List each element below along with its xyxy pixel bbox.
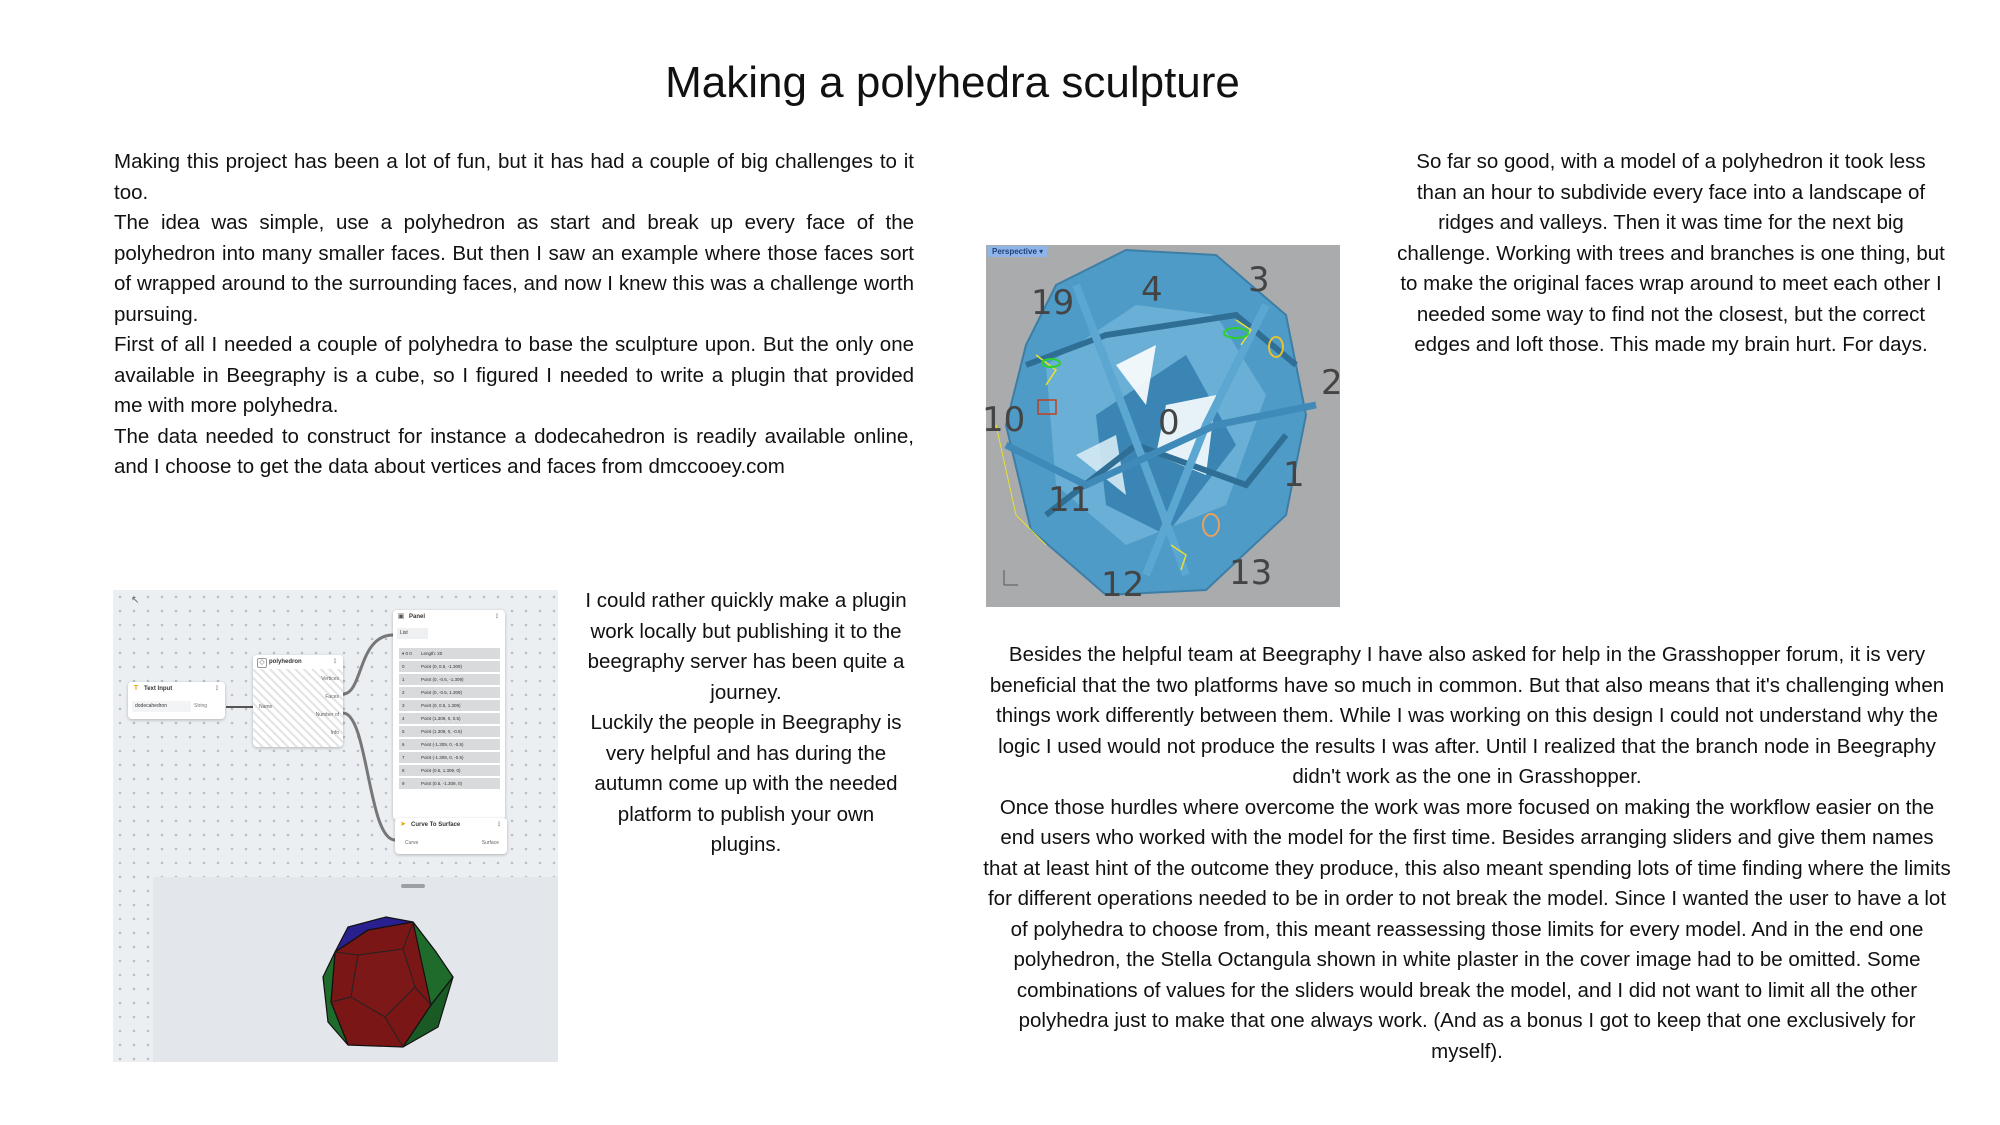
- panel-row: 4 Point (1.309, 0, 0.5): [399, 713, 500, 724]
- more-icon[interactable]: ⋮: [332, 659, 338, 665]
- panel-row: ▾ 0 0 Length: 20: [399, 648, 500, 659]
- polyhedron-render: [982, 245, 1343, 607]
- panel-row: 6 Point (-1.309, 0, -0.5): [399, 739, 500, 750]
- curve-icon: ➤: [400, 821, 406, 828]
- cursor-icon: ↖: [131, 595, 140, 606]
- polyhedron-node[interactable]: [253, 655, 343, 747]
- panel-list-header: List: [397, 628, 428, 639]
- forum-paragraph: Besides the helpful team at Beegraphy I have also asked for help in the Grasshopper forum, it is very beneficial that the two platforms have so much in common. But that also means that it's challenging when things work differently between them. While I was working on this design I could not understand why the logic I used would not produce the results I was after. Until I realized that the branch node in Beegraphy didn't work as the one in Grasshopper.: [989, 643, 1945, 788]
- face-number: 0: [1158, 403, 1180, 443]
- plugin-text: [580, 586, 912, 861]
- forum-paragraph: Once those hurdles where overcome the work was more focused on making the workflow easier on the end users who worked with the model for the first time. Besides arranging sliders and give them names that at least hint of the outcome they produce, this also meant spending lots of time finding where the limits for different operations needed to be in order to not break the model. Since I wanted the user to have a lot of polyhedra to choose from, this meant reassessing those limits for every model. And in the end one polyhedron, the Stella Octangula shown in white plaster in the cover image had to be omitted. Some combinations of values for the sliders would break the model, and I did not want to limit all the other polyhedra just to make that one always work. (And as a bonus I got to keep that one exclusively for myself).: [983, 795, 1951, 1063]
- port-vertices[interactable]: Vertices: [321, 676, 339, 682]
- forum-text: [983, 640, 1951, 1067]
- panel-row: 3 Point (0, 0.5, 1.309): [399, 700, 500, 711]
- panel-row: 8 Point (0.5, 1.309, 0): [399, 765, 500, 776]
- intro-paragraph: Making this project has been a lot of fun, but it has had a couple of big challenges to it too.: [114, 150, 914, 204]
- polyhedron-node-title: polyhedron: [269, 659, 302, 665]
- subdivide-text: [1396, 147, 1946, 361]
- plugin-paragraph: I could rather quickly make a plugin work locally but publishing it to the beegraphy server has been quite a journey.: [585, 589, 907, 704]
- panel-row: 2 Point (0, -0.5, 1.309): [399, 687, 500, 698]
- face-number: 4: [1141, 270, 1163, 310]
- dodecahedron-icon: [153, 877, 558, 1062]
- plugin-paragraph: Luckily the people in Beegraphy is very helpful and has during the autumn come up with the needed platform to publish your own plugins.: [590, 711, 902, 856]
- port-info[interactable]: Info: [330, 730, 339, 736]
- panel-row: 0 Point (0, 0.5, -1.309): [399, 661, 500, 672]
- panel-icon: ▣: [397, 613, 405, 620]
- curve-node-title: Curve To Surface: [411, 822, 461, 828]
- text-input-node[interactable]: [128, 682, 225, 719]
- port-number-of[interactable]: Number of: [315, 712, 339, 718]
- text-input-node-title: Text Input: [144, 686, 173, 692]
- beegraphy-screenshot: [113, 590, 558, 1062]
- intro-paragraph: First of all I needed a couple of polyhedra to base the sculpture upon. But the only one available in Beegraphy is a cube, so I figured I needed to write a plugin that provided me with more polyhedra.: [114, 333, 914, 417]
- more-icon[interactable]: ⋮: [496, 822, 502, 828]
- page-title: Making a polyhedra sculpture: [665, 58, 1240, 107]
- intro-paragraph: The idea was simple, use a polyhedron as start and break up every face of the polyhedron into many smaller faces. But then I saw an example where those faces sort of wrapped around to the surrounding faces, and now I knew this was a challenge worth pursuing.: [114, 211, 914, 326]
- curve-to-surface-node[interactable]: [395, 818, 507, 854]
- face-number: 3: [1248, 260, 1270, 300]
- 3d-viewport[interactable]: [153, 877, 558, 1062]
- face-number: 19: [1031, 283, 1075, 323]
- intro-paragraph: The data needed to construct for instance a dodecahedron is readily available online, and I choose to get the data about vertices and faces from dmccooey.com: [114, 424, 914, 478]
- face-number: 1: [1283, 455, 1305, 495]
- face-number: 12: [1101, 565, 1145, 605]
- plugin-icon: ◇: [257, 658, 267, 668]
- port-faces[interactable]: Faces: [325, 694, 339, 700]
- panel-row: 5 Point (1.309, 0, -0.5): [399, 726, 500, 737]
- intro-text: [114, 147, 914, 483]
- more-icon[interactable]: ⋮: [214, 686, 220, 692]
- more-icon[interactable]: ⋮: [494, 614, 500, 620]
- subdivide-paragraph: So far so good, with a model of a polyhedron it took less than an hour to subdivide every face into a landscape of ridges and valleys. Then it was time for the next big challenge. Working with trees and branches is one thing, but to make the original faces wrap around to meet each other I needed some way to find not the closest, but the correct edges and loft those. This made my brain hurt. For days.: [1397, 150, 1945, 356]
- face-number: 11: [1048, 480, 1092, 520]
- port-name[interactable]: Name: [259, 704, 273, 710]
- panel-row: 1 Point (0, -0.5, -1.309): [399, 674, 500, 685]
- face-number: 2: [1321, 363, 1343, 403]
- type-tag: String: [194, 703, 208, 709]
- panel-row: 7 Point (-1.309, 0, -0.5): [399, 752, 500, 763]
- face-number: 10: [982, 400, 1026, 440]
- panel-node-title: Panel: [409, 614, 426, 620]
- viewport-label[interactable]: Perspective ▾: [988, 246, 1047, 257]
- port-curve[interactable]: Curve: [405, 840, 419, 846]
- panel-rows: [399, 648, 500, 791]
- face-number: 13: [1229, 553, 1273, 593]
- text-input-icon: T: [133, 685, 139, 692]
- panel-row: 9 Point (0.5, -1.309, 0): [399, 778, 500, 789]
- panel-node[interactable]: [393, 610, 505, 820]
- port-surface[interactable]: Surface: [481, 840, 499, 846]
- text-input-field[interactable]: dodecahedron: [132, 701, 191, 712]
